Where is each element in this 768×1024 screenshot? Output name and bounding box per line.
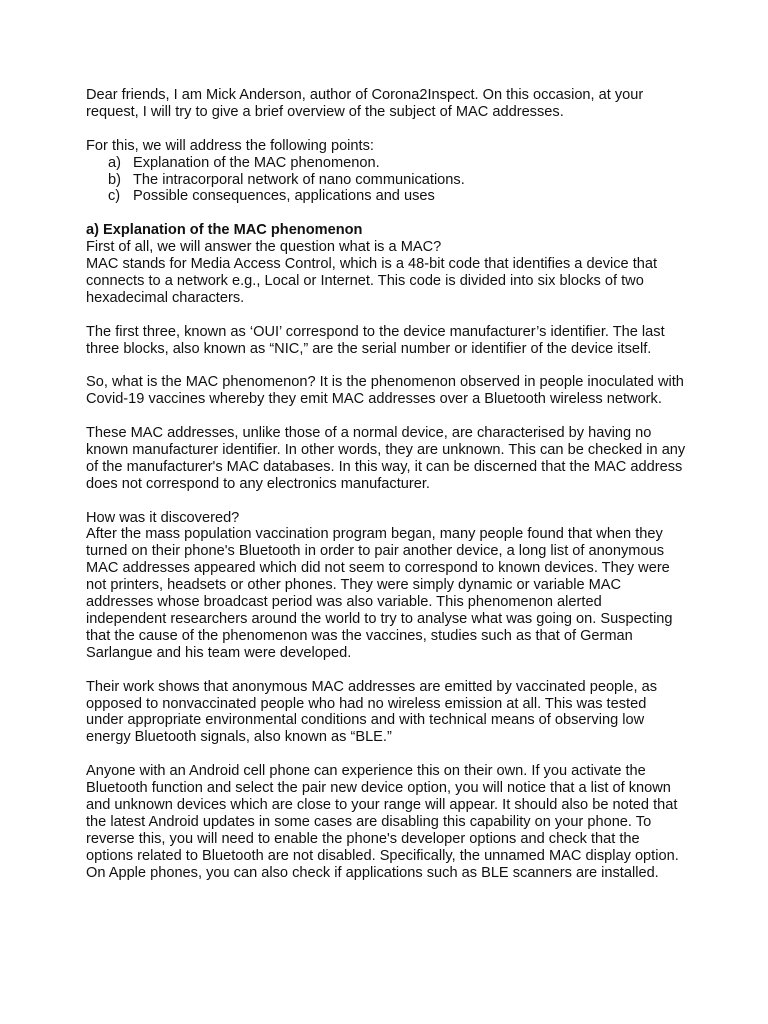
android-paragraph: Anyone with an Android cell phone can experience this on their own. If you activate the Bluetooth function and select the pair new device option, you will notice that a list of known and unknown devices which are close to your range will appear. It should also be noted that the latest Android updates in some cases are disabling this capability on your phone. To reverse this, you will need to enable the phone's developer options and check that the options related to Bluetooth are not disabled. Specifically, the unnamed MAC display option. On Apple phones, you can also check if applications such as BLE scanners are installed. <box>86 763 679 881</box>
section-a-question: First of all, we will answer the question what is a MAC? <box>86 239 442 256</box>
list-item-text: Possible consequences, applications and uses <box>133 188 435 205</box>
document-page <box>86 87 686 898</box>
list-marker: b) <box>108 171 121 188</box>
list-item-text: Explanation of the MAC phenomenon. <box>133 154 380 171</box>
unknown-manufacturer-paragraph: These MAC addresses, unlike those of a normal device, are characterised by having no known manufacturer identifier. In other words, they are unknown. This can be checked in any of the manufacturer's MAC databases. In this way, it can be discerned that the MAC address does not correspond to any electronics manufacturer. <box>86 425 686 492</box>
list-item <box>108 188 686 205</box>
points-intro: For this, we will address the following points: <box>86 137 374 154</box>
mac-definition-paragraph: MAC stands for Media Access Control, which is a 48-bit code that identifies a device that connects to a network e.g., Local or Internet. This code is divided into six blocks of two hexadecimal characters. <box>86 256 658 306</box>
list-item-text: The intracorporal network of nano communications. <box>133 171 465 188</box>
list-marker: a) <box>108 154 121 171</box>
list-item <box>108 154 686 172</box>
research-work-paragraph: Their work shows that anonymous MAC addresses are emitted by vaccinated people, as opposed to nonvaccinated people who had no wireless emission at all. This was tested under appropriate environmental conditions and with technical means of observing low energy Bluetooth signals, also known as “BLE.” <box>86 678 658 746</box>
intro-paragraph: Dear friends, I am Mick Anderson, author of Corona2Inspect. On this occasion, at your request, I will try to give a brief overview of the subject of MAC addresses. <box>86 87 644 120</box>
points-list <box>86 155 686 206</box>
discovery-paragraph: After the mass population vaccination program began, many people found that when they turned on their phone's Bluetooth in order to pair another device, a long list of anonymous MAC addresses appeared which did not seem to correspond to known devices. They were not printers, headsets or other phones. They were simply dynamic or variable MAC addresses whose broadcast period was also variable. This phenomenon alerted independent researchers around the world to try to analyse what was going on. Suspecting that the cause of the phenomenon was the vaccines, studies such as that of German Sarlangue and his team were developed. <box>86 526 673 661</box>
section-a-heading: a) Explanation of the MAC phenomenon <box>86 222 363 239</box>
oui-nic-paragraph: The first three, known as ‘OUI’ correspond to the device manufacturer’s identifier. The last three blocks, also known as “NIC,” are the serial number or identifier of the device itself. <box>86 323 665 357</box>
list-marker: c) <box>108 188 121 205</box>
phenomenon-paragraph: So, what is the MAC phenomenon? It is the phenomenon observed in people inoculated with Covid-19 vaccines whereby they emit MAC addresses over a Bluetooth wireless network. <box>86 374 684 408</box>
discovery-question: How was it discovered? <box>86 509 240 526</box>
list-item <box>108 171 686 189</box>
